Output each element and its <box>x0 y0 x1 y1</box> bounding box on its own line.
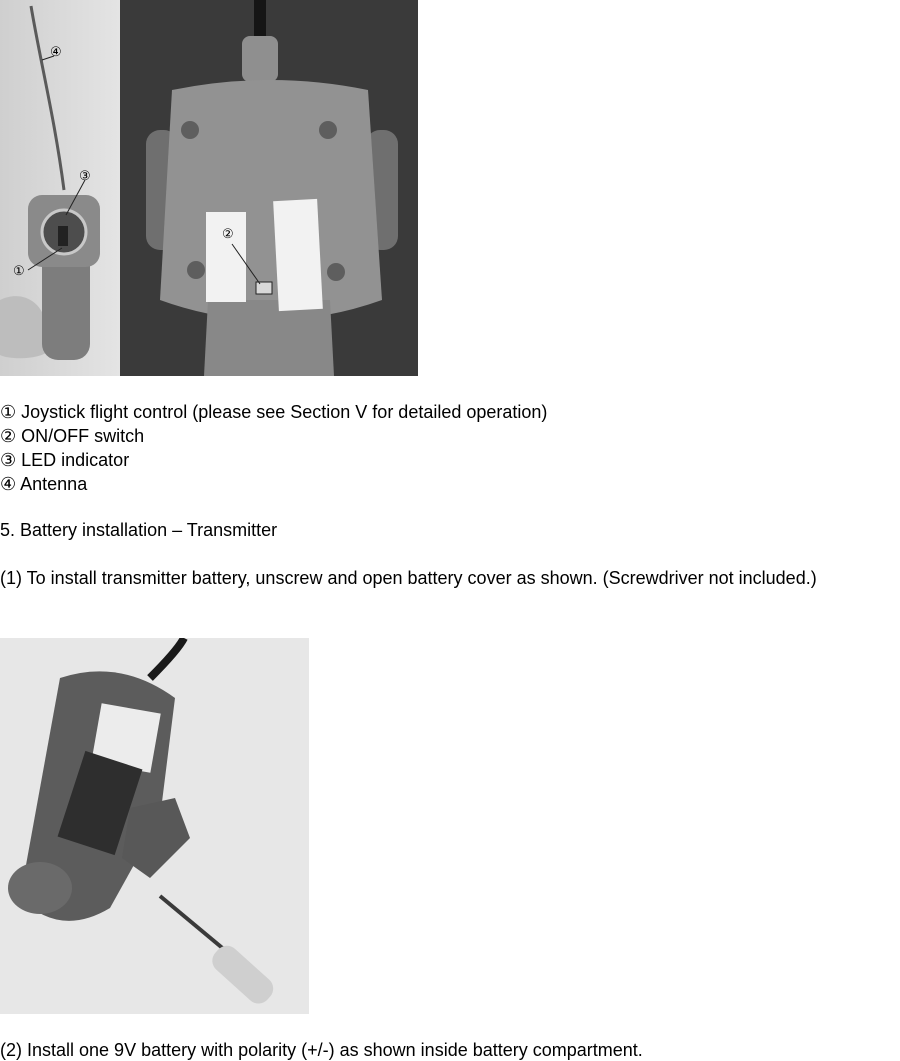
legend-item-joystick: ① Joystick flight control (please see Section V for detailed operation) <box>0 402 548 422</box>
step-1-text: (1) To install transmitter battery, unscrew and open battery cover as shown. (Screwdriver not included.) <box>0 568 817 588</box>
legend-item-switch: ② ON/OFF switch <box>0 426 145 446</box>
section-heading: 5. Battery installation – Transmitter <box>0 520 278 540</box>
step-2-text: (2) Install one 9V battery with polarity (+/-) as shown inside battery compartment. <box>0 1040 643 1060</box>
legend-item-antenna: ④ Antenna <box>0 474 88 494</box>
callout-2: ② <box>222 226 234 241</box>
battery-cover-photo <box>0 638 309 1014</box>
legend-item-led: ③ LED indicator <box>0 450 130 470</box>
callout-1: ① <box>13 263 25 278</box>
controller-back-photo <box>120 0 418 376</box>
controller-front-photo <box>0 0 120 376</box>
callout-3: ③ <box>79 168 91 183</box>
callout-4: ④ <box>50 44 62 59</box>
